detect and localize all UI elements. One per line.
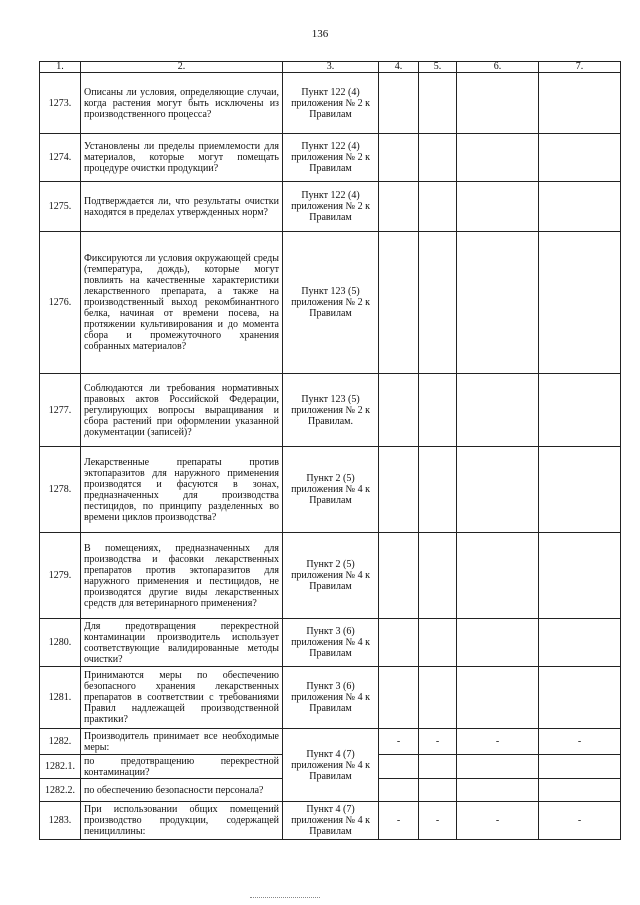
row-reference: Пункт 123 (5) приложения № 2 к Правилам bbox=[283, 232, 379, 374]
cell-col-4 bbox=[379, 232, 419, 374]
cell-col-6 bbox=[457, 447, 539, 533]
page-bottom-mark bbox=[250, 897, 320, 898]
header-row bbox=[40, 62, 621, 73]
row-reference: Пункт 4 (7) приложения № 4 к Правилам bbox=[283, 802, 379, 840]
row-reference: Пункт 4 (7) приложения № 4 к Правилам bbox=[283, 729, 379, 802]
row-reference: Пункт 122 (4) приложения № 2 к Правилам bbox=[283, 134, 379, 182]
table-row bbox=[40, 134, 621, 182]
cell-col-7 bbox=[539, 755, 621, 779]
row-question: При использовании общих помещений производство продукции, содержащей пенициллины: bbox=[81, 802, 283, 840]
page-number: 136 bbox=[311, 28, 329, 40]
row-reference: Пункт 3 (6) приложения № 4 к Правилам bbox=[283, 619, 379, 667]
cell-col-4 bbox=[379, 533, 419, 619]
row-number: 1277. bbox=[40, 374, 81, 447]
cell-col-7 bbox=[539, 447, 621, 533]
cell-col-5 bbox=[419, 447, 457, 533]
row-question: Принимаются меры по обеспечению безопасного хранения лекарственных препаратов в соответствии с требованиями Правил надлежащей производственной практики? bbox=[81, 667, 283, 729]
cell-col-5 bbox=[419, 73, 457, 134]
row-number: 1276. bbox=[40, 232, 81, 374]
row-question: Для предотвращения перекрестной контаминации производитель использует соответствующие валидированные методы очистки? bbox=[81, 619, 283, 667]
row-number: 1282. bbox=[40, 729, 81, 755]
row-question: Описаны ли условия, определяющие случаи, когда растения могут быть исключены из производственного процесса? bbox=[81, 73, 283, 134]
cell-col-5: - bbox=[419, 729, 457, 755]
cell-col-4 bbox=[379, 374, 419, 447]
cell-col-5: - bbox=[419, 802, 457, 840]
cell-col-7 bbox=[539, 533, 621, 619]
row-question: Фиксируются ли условия окружающей среды (температура, дождь), которые могут повлиять на качественные характеристики лекарственного препарата, а также на производственный выход рекомбинантного белка, начиная от времени посева, на протяжении культивирования и до момента сбора и промежуточного хранения собранных материалов? bbox=[81, 232, 283, 374]
row-number: 1278. bbox=[40, 447, 81, 533]
row-number: 1280. bbox=[40, 619, 81, 667]
checklist-table bbox=[39, 61, 621, 840]
row-question: по предотвращению перекрестной контаминации? bbox=[81, 755, 283, 779]
cell-col-4 bbox=[379, 779, 419, 802]
cell-col-4 bbox=[379, 73, 419, 134]
cell-col-5 bbox=[419, 667, 457, 729]
cell-col-7 bbox=[539, 374, 621, 447]
header-col-3: 3. bbox=[283, 62, 379, 73]
table-row bbox=[40, 447, 621, 533]
row-reference: Пункт 122 (4) приложения № 2 к Правилам bbox=[283, 182, 379, 232]
row-question: Производитель принимает все необходимые меры: bbox=[81, 729, 283, 755]
row-question: Лекарственные препараты против эктопаразитов для наружного применения производятся и фасуются в зонах, предназначенных для производства пестицидов, по принципу разделенных во времени циклов производства? bbox=[81, 447, 283, 533]
cell-col-6 bbox=[457, 374, 539, 447]
header-col-2: 2. bbox=[81, 62, 283, 73]
row-number: 1279. bbox=[40, 533, 81, 619]
cell-col-6 bbox=[457, 232, 539, 374]
cell-col-7 bbox=[539, 779, 621, 802]
cell-col-7 bbox=[539, 182, 621, 232]
cell-col-7 bbox=[539, 667, 621, 729]
table-row bbox=[40, 802, 621, 840]
table-row bbox=[40, 667, 621, 729]
cell-col-6 bbox=[457, 619, 539, 667]
cell-col-5 bbox=[419, 779, 457, 802]
row-reference: Пункт 2 (5) приложения № 4 к Правилам bbox=[283, 533, 379, 619]
cell-col-4 bbox=[379, 134, 419, 182]
table-row bbox=[40, 729, 621, 755]
cell-col-4 bbox=[379, 667, 419, 729]
row-reference: Пункт 3 (6) приложения № 4 к Правилам bbox=[283, 667, 379, 729]
row-reference: Пункт 123 (5) приложения № 2 к Правилам. bbox=[283, 374, 379, 447]
table-row bbox=[40, 73, 621, 134]
table-row bbox=[40, 182, 621, 232]
cell-col-5 bbox=[419, 134, 457, 182]
row-number: 1283. bbox=[40, 802, 81, 840]
row-question: Установлены ли пределы приемлемости для материалов, которые могут помещать процедуре очистки продукции? bbox=[81, 134, 283, 182]
cell-col-6 bbox=[457, 667, 539, 729]
cell-col-6: - bbox=[457, 729, 539, 755]
cell-col-4: - bbox=[379, 802, 419, 840]
header-col-7: 7. bbox=[539, 62, 621, 73]
row-number: 1274. bbox=[40, 134, 81, 182]
cell-col-5 bbox=[419, 232, 457, 374]
header-col-1: 1. bbox=[40, 62, 81, 73]
cell-col-7 bbox=[539, 73, 621, 134]
cell-col-6 bbox=[457, 779, 539, 802]
cell-col-5 bbox=[419, 619, 457, 667]
cell-col-4: - bbox=[379, 729, 419, 755]
cell-col-4 bbox=[379, 447, 419, 533]
cell-col-7: - bbox=[539, 729, 621, 755]
table-row bbox=[40, 619, 621, 667]
cell-col-7 bbox=[539, 232, 621, 374]
cell-col-4 bbox=[379, 619, 419, 667]
cell-col-7 bbox=[539, 134, 621, 182]
header-col-5: 5. bbox=[419, 62, 457, 73]
row-number: 1281. bbox=[40, 667, 81, 729]
cell-col-6 bbox=[457, 73, 539, 134]
cell-col-6 bbox=[457, 755, 539, 779]
row-reference: Пункт 2 (5) приложения № 4 к Правилам bbox=[283, 447, 379, 533]
cell-col-7 bbox=[539, 619, 621, 667]
cell-col-5 bbox=[419, 182, 457, 232]
cell-col-4 bbox=[379, 182, 419, 232]
table-row bbox=[40, 533, 621, 619]
row-question: Подтверждается ли, что результаты очистки находятся в пределах утвержденных норм? bbox=[81, 182, 283, 232]
row-question: по обеспечению безопасности персонала? bbox=[81, 779, 283, 802]
table-row bbox=[40, 232, 621, 374]
row-number: 1282.1. bbox=[40, 755, 81, 779]
cell-col-7: - bbox=[539, 802, 621, 840]
row-number: 1275. bbox=[40, 182, 81, 232]
row-question: В помещениях, предназначенных для производства и фасовки лекарственных препаратов против эктопаразитов для наружного применения и пестицидов, не производятся другие виды лекарственных средств для ветеринарного применения? bbox=[81, 533, 283, 619]
cell-col-6: - bbox=[457, 802, 539, 840]
cell-col-6 bbox=[457, 182, 539, 232]
cell-col-5 bbox=[419, 374, 457, 447]
cell-col-5 bbox=[419, 533, 457, 619]
cell-col-4 bbox=[379, 755, 419, 779]
cell-col-6 bbox=[457, 134, 539, 182]
row-question: Соблюдаются ли требования нормативных правовых актов Российской Федерации, регулирующих вопросы выращивания и сбора растений при оформлении указанной документации (записей)? bbox=[81, 374, 283, 447]
cell-col-5 bbox=[419, 755, 457, 779]
row-number: 1273. bbox=[40, 73, 81, 134]
table-row bbox=[40, 374, 621, 447]
row-reference: Пункт 122 (4) приложения № 2 к Правилам bbox=[283, 73, 379, 134]
header-col-4: 4. bbox=[379, 62, 419, 73]
row-number: 1282.2. bbox=[40, 779, 81, 802]
cell-col-6 bbox=[457, 533, 539, 619]
header-col-6: 6. bbox=[457, 62, 539, 73]
